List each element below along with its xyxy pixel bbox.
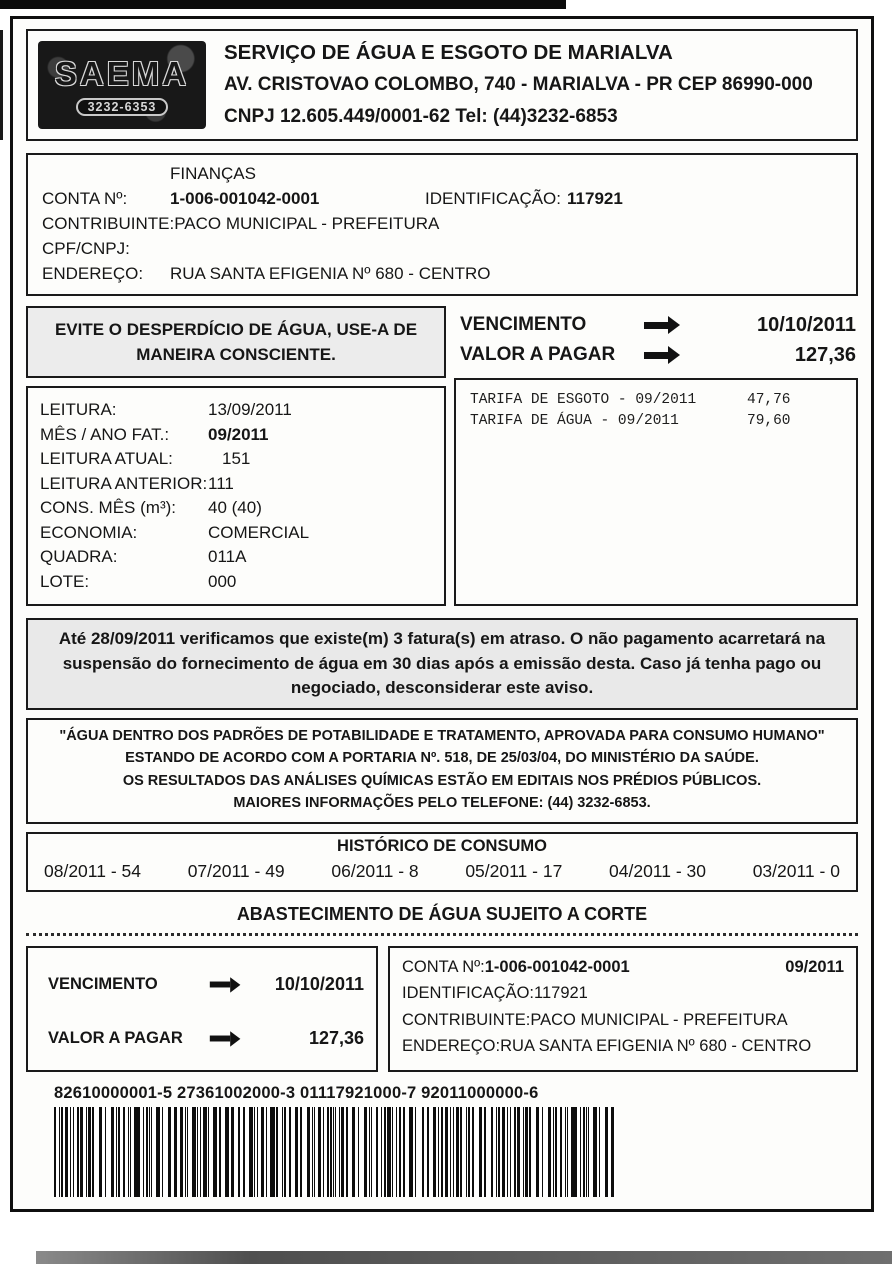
stub-customer-row [402,1007,844,1034]
history-entry: 05/2011 - 17 [465,860,563,881]
saema-logo-text: SAEMA [54,54,190,92]
cpf-cnpj-row [42,236,846,261]
stub-customer-value: PACO MUNICIPAL - PREFEITURA [530,1010,788,1029]
identification-value: 117921 [567,189,623,208]
bill-page [10,16,874,1212]
reading-value: 13/09/2011 [208,400,292,419]
reading-row [40,545,432,570]
stub-account-label: CONTA Nº: [402,957,485,976]
saema-logo [38,41,206,129]
reading-value: COMERCIAL [208,522,310,542]
stub-due-date-label: VENCIMENTO [48,975,158,993]
due-date-row [460,310,856,340]
scan-edge-artifact-top [0,0,566,9]
details-right-column [454,306,858,606]
tariff-row [470,390,842,411]
reading-value: 151 [222,449,251,468]
history-entry: 08/2011 - 54 [44,860,141,881]
tariff-row [470,411,842,432]
overdue-notice: Até 28/09/2011 verificamos que existe(m) 3 fatura(s) em atraso. O não pagamento acarretará na suspensão do fornecimento de água em 30 dias após a emissão desta. Caso já tenha pago ou negociado, desconsiderar este aviso. [26,618,858,710]
history-entry: 04/2011 - 30 [609,860,706,881]
scan-edge-artifact-bottom [36,1251,892,1264]
account-number-value: 1-006-001042-0001 [170,189,320,208]
stub-account-value: 1-006-001042-0001 [484,957,630,976]
right-arrow-icon [644,322,668,329]
reading-label: LEITURA: [40,400,117,419]
tear-dotted-line [26,933,858,936]
stub-due-date-row [48,972,364,998]
stub-due-date-value: 10/10/2011 [274,974,364,994]
company-name: SERVIÇO DE ÁGUA E ESGOTO DE MARIALVA [224,41,673,64]
address-label: ENDEREÇO: [42,264,144,283]
reading-row [40,423,432,448]
stub-customer-label: CONTRIBUINTE: [402,1010,531,1029]
reading-label: QUADRA: [40,547,118,566]
quality-line-4: MAIORES INFORMAÇÕES PELO TELEFONE: (44) 3232-6853. [233,795,651,811]
stub-identification-row [402,980,844,1007]
tariff-value: 79,60 [747,413,791,429]
reading-label: LOTE: [40,571,90,591]
amount-due-label: VALOR A PAGAR [460,344,616,365]
cut-warning: ABASTECIMENTO DE ÁGUA SUJEITO A CORTE [236,903,648,924]
reading-row [40,521,432,546]
right-arrow-icon [210,1036,230,1042]
cpf-cnpj-label: CPF/CNPJ: [42,239,130,258]
tariff-box [454,378,858,606]
header-section [26,29,858,141]
reading-box [26,386,446,606]
due-summary [454,306,858,370]
due-date-value: 10/10/2011 [757,313,856,336]
customer-row [42,211,846,236]
consumption-history-title: HISTÓRICO DE CONSUMO [337,836,547,855]
stub-address-row [402,1033,844,1060]
stub-amount-value: 127,36 [308,1028,364,1048]
reading-value: 000 [208,571,237,591]
company-address: AV. CRISTOVAO COLOMBO, 740 - MARIALVA - PR CEP 86990-000 [224,74,813,95]
payment-stub [26,946,858,1072]
awareness-line-1: EVITE O DESPERDÍCIO DE ÁGUA, USE-A DE [54,320,418,339]
reading-row [40,472,432,497]
saema-logo-phone: 3232-6353 [76,98,169,116]
stub-address-value: RUA SANTA EFIGENIA Nº 680 - CENTRO [500,1037,812,1055]
consumption-history [26,832,858,892]
right-arrow-icon [644,352,668,359]
stub-amount-row [48,1026,364,1052]
stub-amount-label: VALOR A PAGAR [48,1029,183,1047]
tariff-description: TARIFA DE ÁGUA - 09/2011 [470,413,679,429]
department-label: FINANÇAS [170,164,256,183]
awareness-notice [26,306,446,378]
barcode-image [54,1107,616,1197]
history-entry: 07/2011 - 49 [187,860,285,881]
water-quality-notice [26,718,858,824]
reading-value: 111 [208,473,234,493]
reading-row [40,496,432,521]
details-left-column [26,306,446,606]
barcode-number-line: 82610000001-5 27361002000-3 01117921000-7 92011000000-6 [54,1083,539,1102]
tariff-description: TARIFA DE ESGOTO - 09/2011 [470,392,697,408]
reading-label: CONS. MÊS (m³): [40,498,176,517]
barcode-section [26,1084,858,1197]
reading-label: LEITURA ATUAL: [40,449,173,468]
scan-edge-artifact-left [0,30,3,140]
quality-line-2: ESTANDO DE ACORDO COM A PORTARIA Nº. 518, DE 25/03/04, DO MINISTÉRIO DA SAÚDE. [125,750,759,766]
customer-label: CONTRIBUINTE: [42,214,175,233]
reading-label: MÊS / ANO FAT.: [40,424,170,444]
reading-row [40,570,432,595]
account-number-label: CONTA Nº: [42,189,128,208]
history-entry: 03/2011 - 0 [752,860,840,881]
address-value: RUA SANTA EFIGENIA Nº 680 - CENTRO [170,264,491,283]
stub-identification-label: IDENTIFICAÇÃO: [402,984,535,1002]
amount-due-value: 127,36 [794,343,856,366]
right-arrow-icon [210,982,230,988]
stub-payment-box [26,946,378,1072]
identification-label: IDENTIFICAÇÃO: [425,189,562,208]
reading-value: 40 (40) [208,498,262,517]
quality-line-3: OS RESULTADOS DAS ANÁLISES QUÍMICAS ESTÃO EM EDITAIS NOS PRÉDIOS PÚBLICOS. [122,772,762,789]
company-info [224,37,813,133]
quality-line-1: "ÁGUA DENTRO DOS PADRÕES DE POTABILIDADE E TRATAMENTO, APROVADA PARA CONSUMO HUMANO" [59,727,825,744]
awareness-line-2: MANEIRA CONSCIENTE. [136,345,336,364]
stub-address-label: ENDEREÇO: [402,1037,501,1055]
stub-account-box [388,946,858,1072]
due-date-label: VENCIMENTO [460,314,587,335]
consumption-history-entries [40,861,844,882]
company-cnpj-tel: CNPJ 12.605.449/0001-62 Tel: (44)3232-6853 [224,106,618,127]
reading-row [40,398,432,423]
address-row [42,261,846,286]
history-entry: 06/2011 - 8 [331,860,419,881]
stub-account-row [402,954,844,981]
stub-account-number [402,954,785,981]
amount-due-row [460,340,856,370]
reading-value: 011A [208,547,247,566]
account-section [26,153,858,296]
tariff-value: 47,76 [747,392,791,408]
stub-identification-value: 117921 [534,984,588,1002]
reading-row [40,447,432,472]
stub-reference-month: 09/2011 [785,957,844,976]
reading-value: 09/2011 [208,424,269,444]
reading-label: LEITURA ANTERIOR: [40,473,208,493]
details-section [26,306,858,606]
customer-value: PACO MUNICIPAL - PREFEITURA [174,214,440,233]
reading-label: ECONOMIA: [40,522,138,542]
account-number-row [42,186,846,211]
